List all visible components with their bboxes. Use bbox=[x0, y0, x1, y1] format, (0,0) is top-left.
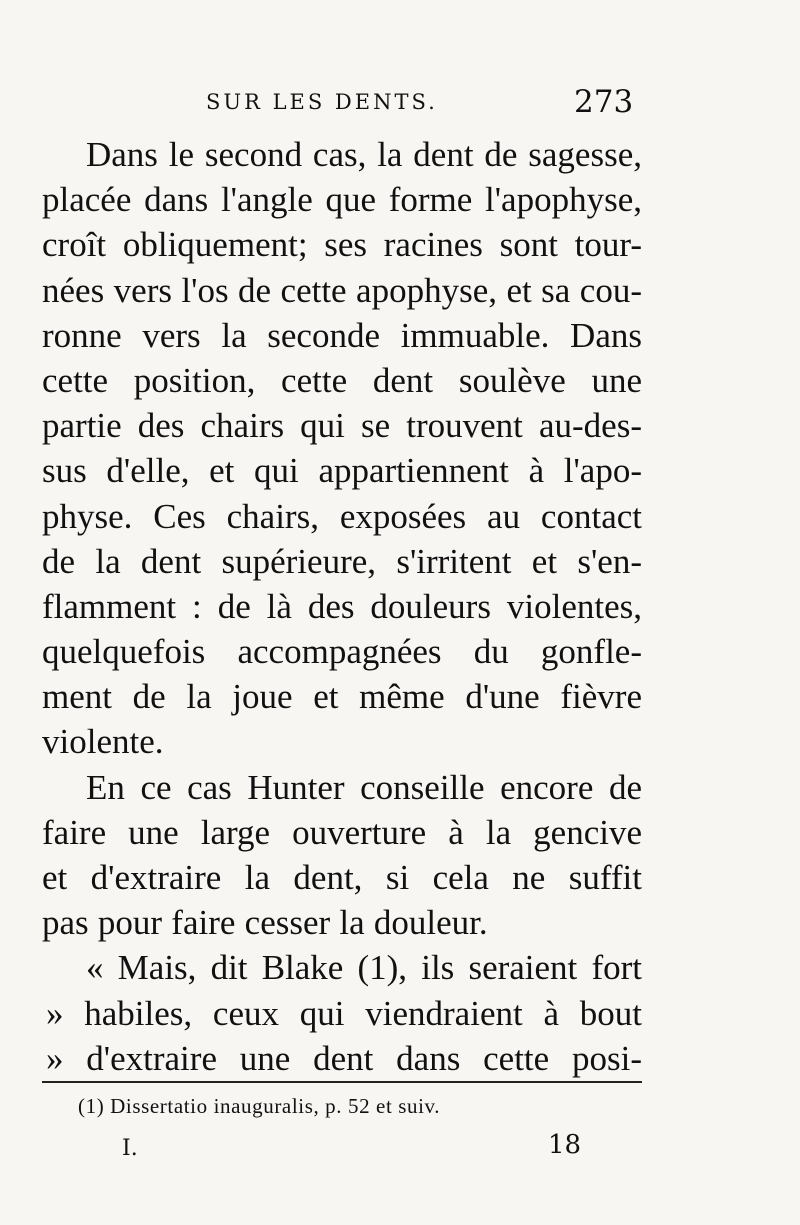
text-line: sus d'elle, et qui appartiennent à l'apo- bbox=[42, 451, 642, 491]
text-line: partie des chairs qui se trouvent au-des- bbox=[42, 406, 642, 446]
footnote: (1) Dissertatio inauguralis, p. 52 et suiv. bbox=[78, 1094, 441, 1118]
text-line: En ce cas Hunter conseille encore de bbox=[86, 767, 642, 807]
text-line: « Mais, dit Blake (1), ils seraient fort bbox=[86, 948, 642, 988]
text-line: quelquefois accompagnées du gonfle- bbox=[42, 632, 642, 672]
text-line: physe. Ces chairs, exposées au contact bbox=[42, 496, 642, 536]
text-line: pas pour faire cesser la douleur. bbox=[42, 903, 488, 943]
body-text bbox=[42, 132, 642, 1081]
text-line: cette position, cette dent soulève une bbox=[42, 360, 642, 400]
text-line: nées vers l'os de cette apophyse, et sa cou- bbox=[42, 270, 642, 310]
text-line: croît obliquement; ses racines sont tour- bbox=[42, 225, 642, 265]
running-head: SUR LES DENTS. bbox=[206, 90, 438, 114]
text-line: faire une large ouverture à la gencive bbox=[42, 812, 642, 852]
text-line: ment de la joue et même d'une fièvre bbox=[42, 677, 642, 717]
footnote-rule bbox=[42, 1081, 642, 1083]
page-header bbox=[0, 84, 800, 124]
signature-mark: I. bbox=[122, 1136, 138, 1161]
gathering-number: 18 bbox=[548, 1130, 582, 1160]
text-line: placée dans l'angle que forme l'apophyse, bbox=[42, 180, 642, 220]
text-line: et d'extraire la dent, si cela ne suffit bbox=[42, 858, 642, 897]
text-line: » d'extraire une dent dans cette posi- bbox=[46, 1038, 642, 1078]
text-line: » habiles, ceux qui viendraient à bout bbox=[46, 993, 642, 1033]
page-number: 273 bbox=[574, 84, 634, 120]
text-line: Dans le second cas, la dent de sagesse, bbox=[86, 135, 642, 174]
text-line: ronne vers la seconde immuable. Dans bbox=[42, 315, 642, 355]
text-line: de la dent supérieure, s'irritent et s'en- bbox=[42, 541, 642, 581]
text-line: violente. bbox=[42, 722, 164, 762]
text-line: flamment : de là des douleurs violentes, bbox=[42, 586, 642, 626]
